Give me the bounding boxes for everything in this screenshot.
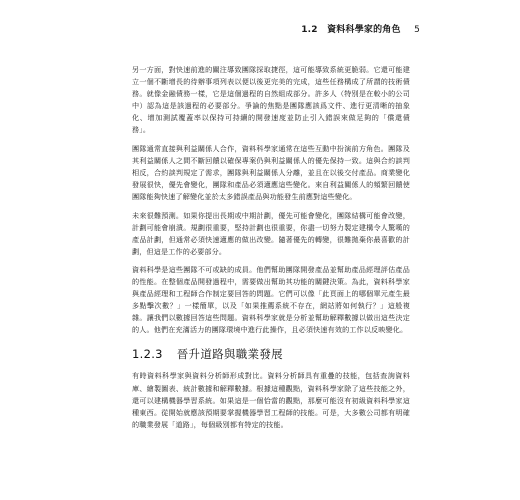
header-section-number: 1.2 [301,25,318,35]
body-text [132,64,410,437]
header-section-title: 資料科學家的角色 [327,25,401,35]
section-heading [132,346,410,362]
page-number: 5 [414,25,420,35]
section-number: 1.2.3 [132,347,163,362]
paragraph-technical-debt: 另一方面，對快速前進的關注導致團隊採取捷徑，這可能導致系統更脆弱。它還可能建立一個不斷增長的待辦事項列表以便以後更完美的完成，這些任務構成了所謂的技術債務。就像金融債務一樣，它是這個過程的自然組成部分。許多人（特別是在較小的公司中）認為這是該過程的必要部分。爭論的焦點是團隊應該爲文件、進行更清晰的抽象化、增加測試覆蓋率以保持可持續的開發速度並防止引入錯誤來做足夠的「償還債務」。 [132,65,410,135]
paragraph-planning: 未來很難預測。如果你提出長期或中期計劃，優先可能會變化，團隊結構可能會改變，計劃可能會崩潰。規劃很重要，堅持計劃也很重要，你盡一切努力製定建構令人驚嘆的產品計劃，但通常必須快速適應的做出改變。隨著優先的轉變，很難拋棄你最喜歡的計劃，但這是工作的必要部分。 [132,210,410,256]
paragraph-stakeholders: 團隊通常直接與利益關係人合作，資料科學家通常在這些互動中扮演前方角色。團隊及其利益關係人之間不斷回饋以確保專案仍與利益關係人的優先保持一致。這與合約談判相反，合約談判規定了需求，團隊與利益關係人分離，並且在以後交付產品。商業變化發展很快，優先會變化，團隊和產品必須適應這些變化。來自利益關係人的頻繁回饋使團隊能夠快速了解變化並於太多錯誤產品與功能發生前應對這些變化。 [132,143,410,201]
paragraph-career-path: 有時資料科學家與資料分析師形成對比。資料分析師具有重疊的技能，包括查詢資料庫、繪製圖表、統計數據和解釋數據。根據這種觀點，資料科學家除了這些技能之外，還可以建構機器學習系統。如果這是一個恰當的觀點，那麼可能沒有初級資料科學家這種東西。從開始就應該預期要掌握機器學習工程師的技能。可是，大多數公司都有明確的職業發展「道路」，每個級別都有特定的技能。 [132,371,410,429]
running-header [301,22,420,35]
paragraph-team-role: 資料科學是這些團隊不可或缺的成員。他們幫助團隊開發產品並幫助產品經理評估產品的性能。在整個產品開發過程中，需要做出幫助其功能的關鍵決策。為此，資料科學家與產品經理和工程師合作制定要回答的問題。它們可以像「此頁面上的哪個單元產生最多點擊次數？」一樣簡單，以及「如果推薦系統不存在，網站將如何執行？」這般複雜。讓我們以數據回答這些問題。資料科學家就是分析並幫助解釋數據以做出這些決定的人。他們在充滿活力的團隊環境中進行此操作，且必須快速有效的工作以反映變化。 [132,265,410,335]
section-title: 晉升道路與職業發展 [176,347,283,362]
